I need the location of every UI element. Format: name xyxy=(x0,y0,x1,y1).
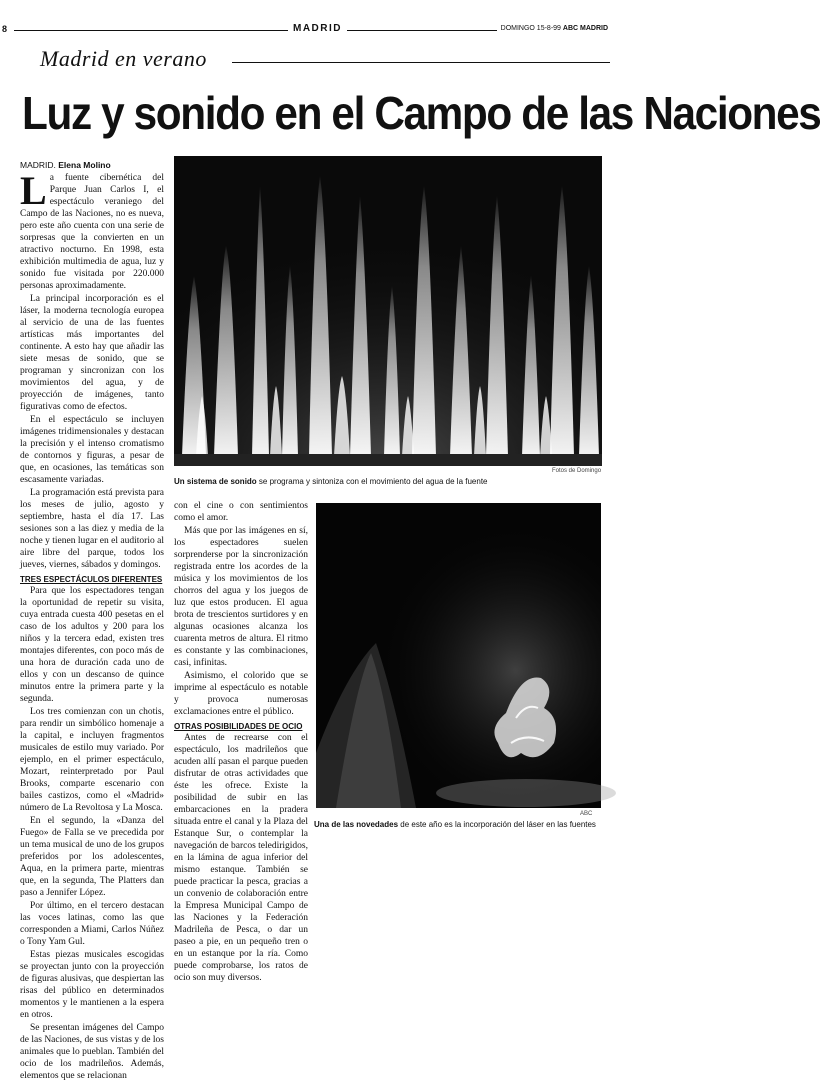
fountain-illustration xyxy=(174,156,602,466)
paragraph: Por último, en el tercero destacan las voces latinas, como las que corresponden a Miami, Carlos Núñez o Tony Yam Gul. xyxy=(20,901,164,947)
paragraph xyxy=(20,168,164,292)
paragraph: Se presentan imágenes del Campo de las Naciones, de sus vistas y de los animales que lo pueblan. También del ocio de los madrileños. Además, elementos que se relacionan xyxy=(20,1023,164,1081)
caption-lead: Un sistema de sonido xyxy=(174,477,257,486)
caption-text: se programa y sintoniza con el movimiento del agua de la fuente xyxy=(256,477,488,486)
photo-credit: ABC xyxy=(580,811,593,817)
paragraph: Estas piezas musicales escogidas se proyectan junto con la proyección de figuras alusivas, que despiertan las risas del público en determinados momentos y le mantienen a la espera en otros. xyxy=(20,950,164,1020)
kicker: Madrid en verano xyxy=(40,46,207,71)
paragraph: con el cine o con sentimientos como el amor. xyxy=(174,501,308,523)
laser-illustration xyxy=(316,503,601,808)
photo-caption xyxy=(314,820,606,829)
article-column-1 xyxy=(20,160,164,1081)
subhead: TRES ESPECTÁCULOS DIFERENTES xyxy=(20,575,163,584)
paragraph: Antes de recrearse con el espectáculo, los madrileños que acuden allí pasan el parque pueden disfrutar de otras actividades que éste les ofrece. Existe la posibilidad de subir en las embarcaciones en la pradera situada entre el canal y la Plaza del Estanque Sur, o contemplar la navegación de barcos teledirigidos, en la lámina de agua inferior del mismo estanque. También se puede practicar la pesca, gracias a un convenio de colaboración entre la Empresa Municipal Campo de las Naciones y la Federación Madrileña de Pesca, o dar un paseo a pie, en un pequeño tren o en un estanque por la ría. Como puede comprobarse, los ratos de ocio son muy diversos. xyxy=(174,733,309,983)
caption-lead: Una de las novedades xyxy=(314,820,399,829)
paragraph: La programación está prevista para los meses de julio, agosto y septiembre, hasta el día 17. Las sesiones son a las diez y media de la noche y tienen lugar en el auditorio al aire libre del parque, todos los jueves, viernes, sábados y domingos. xyxy=(20,488,164,570)
paragraph: Más que por las imágenes en sí, los espectadores suelen sorprenderse por la sincronización registrada entre los acordes de la música y los movimientos de los chorros del agua y los juegos de luz que estos producen. El agua brota de trescientos surtidores y en algunas ocasiones alcanza los cuarenta metros de altura. El ritmo es constante y las combinaciones, casi, infinitas. xyxy=(174,526,308,668)
byline xyxy=(20,160,164,170)
dateline xyxy=(497,25,608,32)
paragraph-text: a fuente cibernética del Parque Juan Carlos I, el espectáculo veraniego del Campo de las Naciones, no es nueva, pero este año cuenta con una serie de sorpresas que la convierten en un atractivo nocturno. En 1998, esta exhibición multimedia de agua, luz y sonido fue visitada por 220.000 personas aproximadamente. xyxy=(20,173,164,291)
photo-credit: Fotos de Domingo xyxy=(552,468,602,474)
section-label: MADRID xyxy=(288,23,347,34)
caption-text: de este año es la incorporación del láser en las fuentes xyxy=(398,820,596,829)
paragraph: La principal incorporación es el láser, la moderna tecnología europea al servicio de una de las fuentes artísticas más importantes del continente. A esto hay que añadir las siete mesas de sonido, que se programan y sincronizan con los movimientos del agua, y de proyección de imágenes, tanto figurativas como de efectos. xyxy=(20,294,164,412)
paragraph: Asimismo, el colorido que se imprime al espectáculo es notable y provoca numerosas exclamaciones entre el público. xyxy=(174,671,308,717)
byline-author: Elena Molino xyxy=(58,160,111,170)
paragraph: Los tres comienzan con un chotis, para rendir un simbólico homenaje a la capital, e incluyen fragmentos musicales de estilo muy variado. Por ejemplo, en el primer espectáculo, Mozart, reinterpretado por Paul Brooks, comparte escenario con bailes castizos, como el «Madrid» número de La Revoltosa y La Mosca. xyxy=(20,707,164,813)
article-column-2 xyxy=(174,500,309,983)
fountain-photo xyxy=(174,156,602,466)
date: DOMINGO 15-8-99 xyxy=(500,25,561,32)
paragraph: Para que los espectadores tengan la oportunidad de repetir su visita, cuya entrada cuesta 400 pesetas en el caso de los adultos y 200 para los niños y la tercera edad, existen tres montajes diferentes, con poco más de una hora de duración cada uno de ellos y con un descanso de quince minutos entre la primera parte y la segunda. xyxy=(20,586,164,704)
kicker-rule xyxy=(232,62,610,63)
paragraph: En el segundo, la «Danza del Fuego» de Falla se ve precedida por un tema musical de uno de los grupos preferidos por los adolescentes, Aqua, en la primera parte, mientras que, en la segunda, The Platters dan paso a Jennifer López. xyxy=(20,816,164,898)
subhead: OTRAS POSIBILIDADES DE OCIO xyxy=(174,722,303,731)
headline: Luz y sonido en el Campo de las Naciones xyxy=(22,87,820,139)
page-header xyxy=(0,24,620,38)
drop-cap: L xyxy=(20,168,47,213)
page-number: 8 xyxy=(2,24,8,34)
edition: ABC MADRID xyxy=(562,25,608,32)
byline-place: MADRID. xyxy=(20,160,56,170)
laser-photo xyxy=(316,503,601,808)
paragraph: En el espectáculo se incluyen imágenes tridimensionales y destacan la precisión y el intenso cromatismo de contornos y figuras, a pesar de que, en ocasiones, las temáticas son escasamente variadas. xyxy=(20,415,164,485)
photo-caption xyxy=(174,477,602,486)
